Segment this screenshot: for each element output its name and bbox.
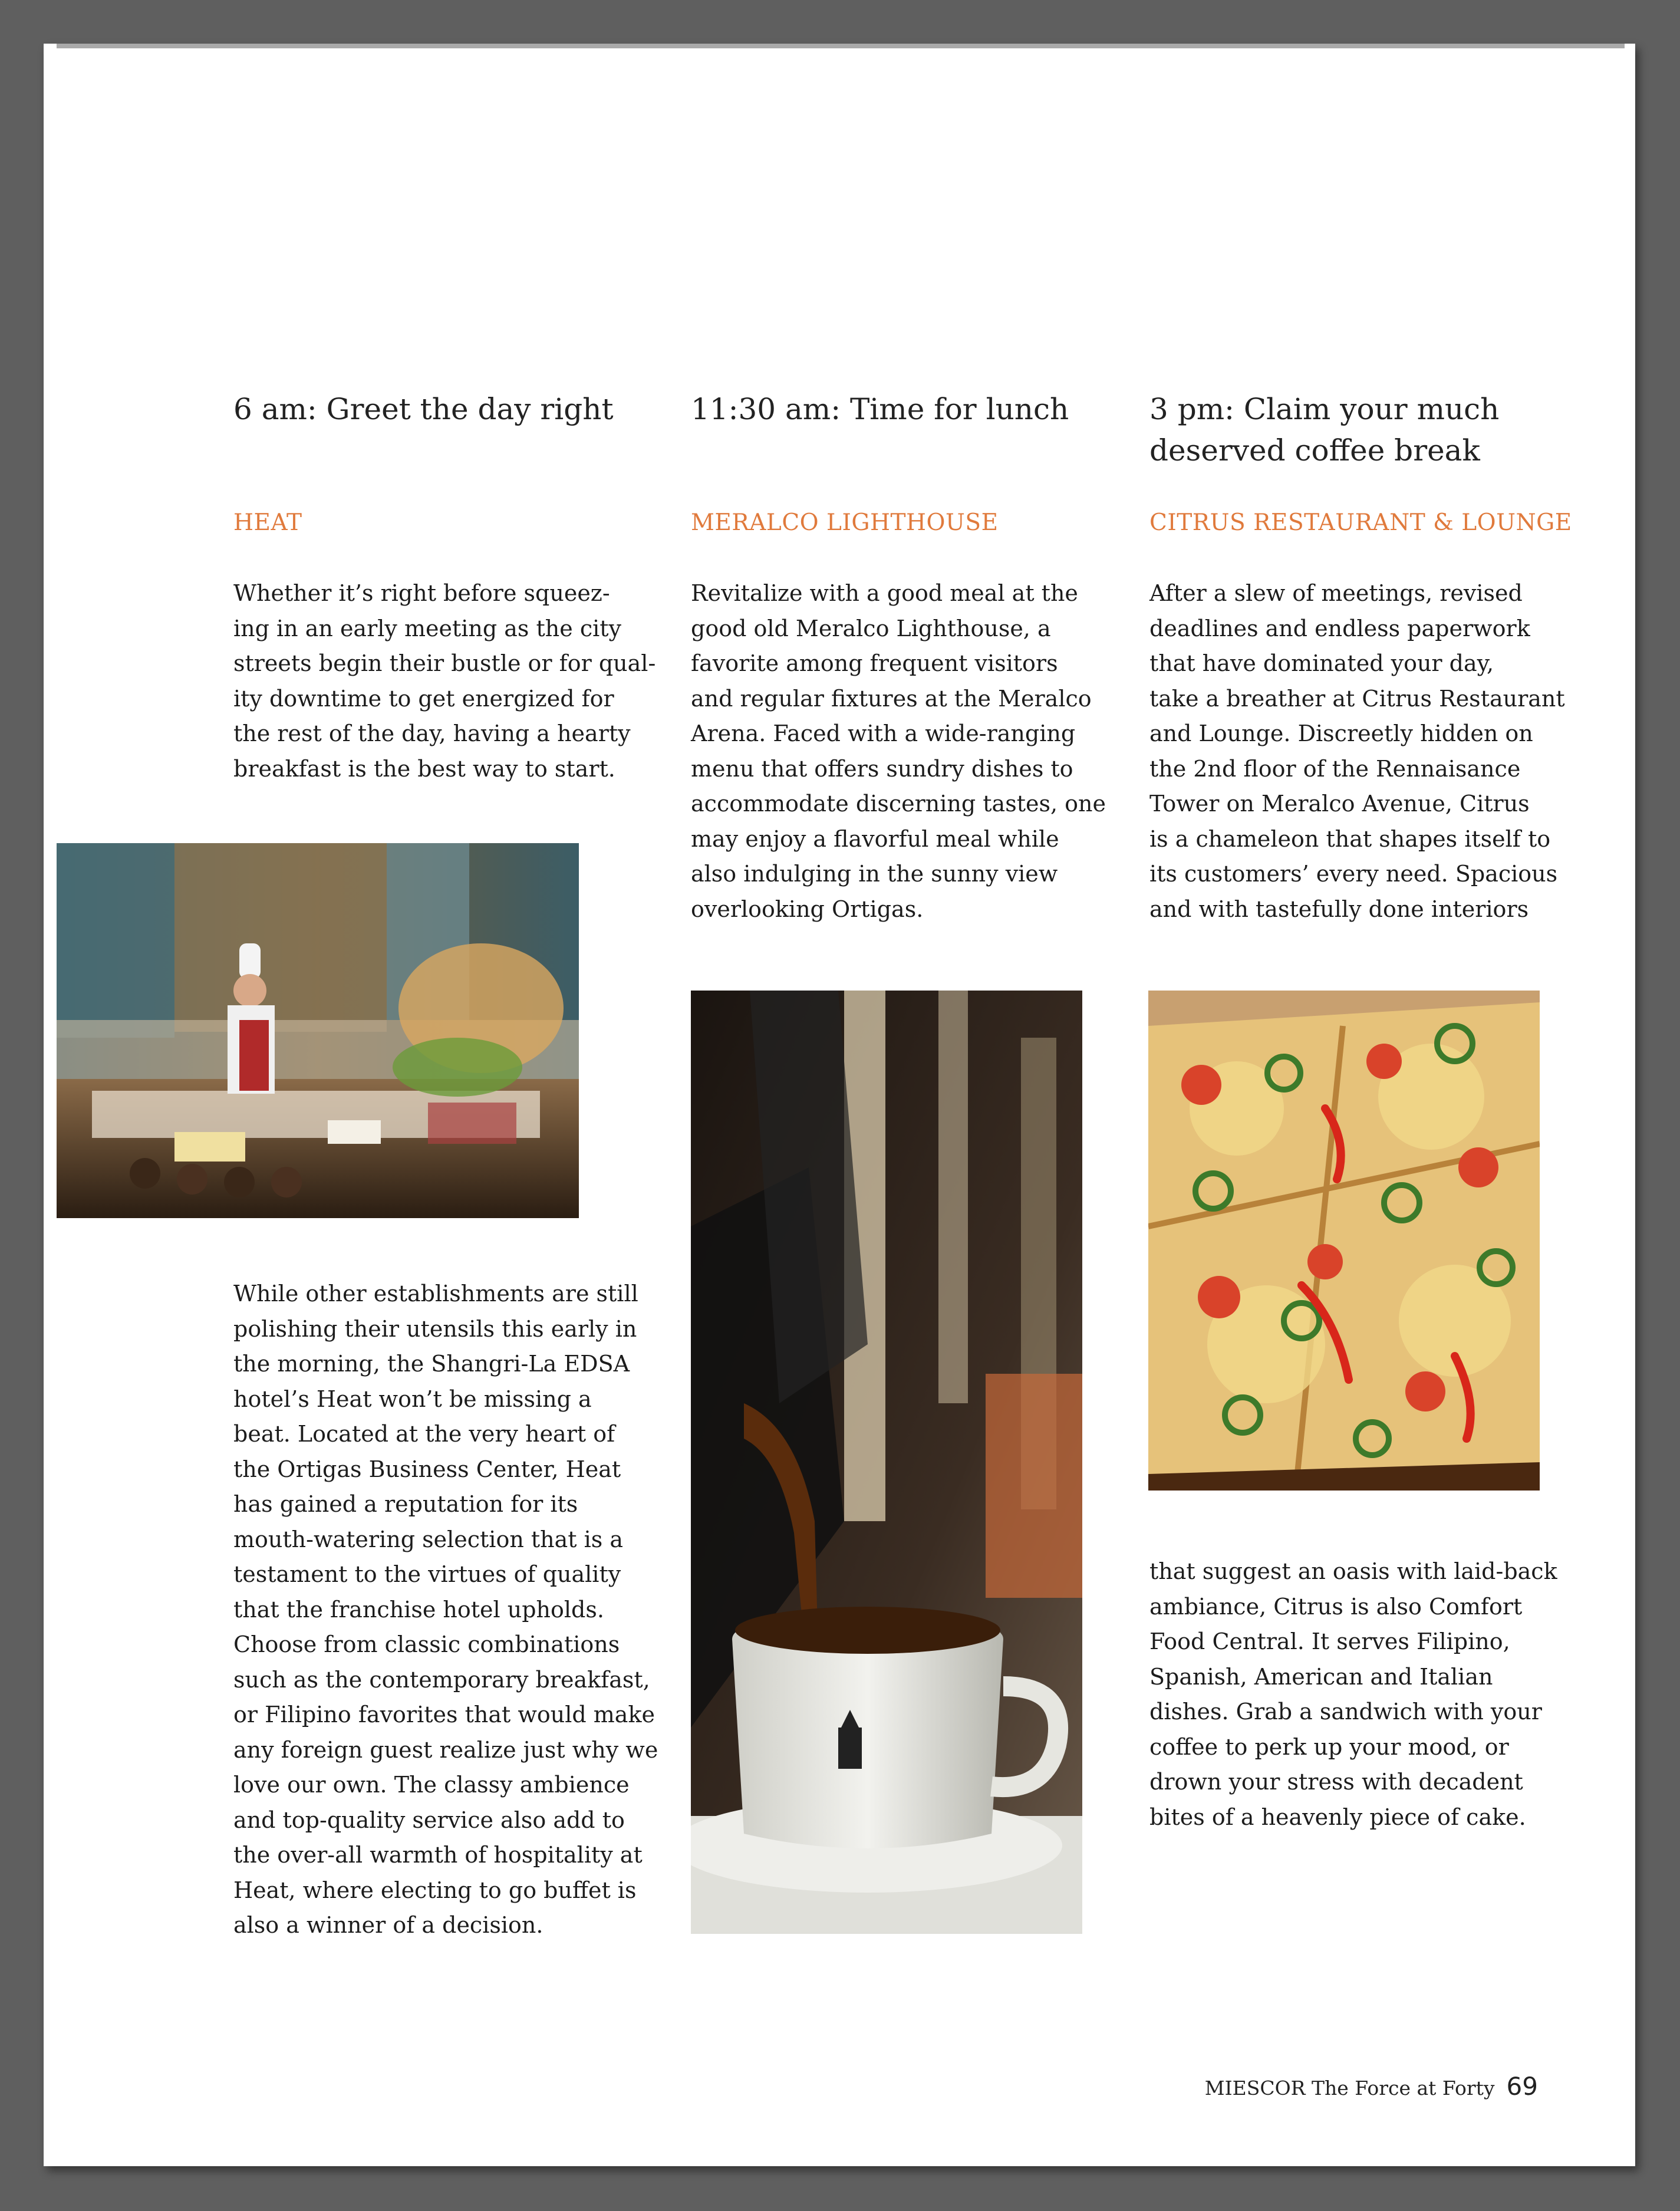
col3-continued	[1149, 1554, 1557, 1835]
text-line: is a chameleon that shapes itself to	[1149, 825, 1551, 852]
publication-title: MIESCOR The Force at Forty	[1204, 2077, 1495, 2100]
coffee-pour-photo	[691, 991, 1082, 1934]
text-line: may enjoy a flavorful meal while	[691, 825, 1059, 852]
text-line: ity downtime to get energized for	[233, 685, 614, 712]
text-line: the over-all warmth of hospitality at	[233, 1842, 643, 1868]
text-line: breakfast is the best way to start.	[233, 755, 615, 782]
text-line: accommodate discerning tastes, one	[691, 791, 1106, 817]
text-line: and top-quality service also add to	[233, 1807, 625, 1833]
pizza-photo	[1148, 991, 1540, 1491]
text-line: Whether it’s right before squeez-	[233, 580, 610, 606]
text-line: polishing their utensils this early in	[233, 1315, 637, 1342]
text-line: bites of a heavenly piece of cake.	[1149, 1804, 1526, 1830]
col1-venue: HEAT	[233, 509, 302, 536]
col1-heading	[233, 389, 614, 430]
text-line: ing in an early meeting as the city	[233, 615, 621, 641]
text-line: that the franchise hotel upholds.	[233, 1596, 604, 1623]
page-footer	[1205, 2072, 1538, 2101]
text-line: overlooking Ortigas.	[691, 896, 924, 922]
text-line: the 2nd floor of the Rennaisance	[1149, 755, 1521, 782]
text-line: also indulging in the sunny view	[691, 861, 1058, 887]
page-number: 69	[1506, 2072, 1538, 2101]
text-line: While other establishments are still	[233, 1281, 638, 1307]
text-line: and with tastefully done interiors	[1149, 896, 1529, 922]
text-line: streets begin their bustle or for qual-	[233, 650, 656, 676]
text-line: good old Meralco Lighthouse, a	[691, 615, 1051, 641]
col3-heading-line: deserved coffee break	[1149, 433, 1480, 468]
text-line: the morning, the Shangri-La EDSA	[233, 1351, 630, 1377]
text-line: testament to the virtues of quality	[233, 1561, 621, 1587]
text-line: Spanish, American and Italian	[1149, 1663, 1493, 1690]
col1-heading-line: 6 am: Greet the day right	[233, 392, 614, 426]
text-line: beat. Located at the very heart of	[233, 1421, 615, 1447]
text-line: that have dominated your day,	[1149, 650, 1494, 676]
text-line: Food Central. It serves Filipino,	[1149, 1628, 1510, 1654]
text-line: and Lounge. Discreetly hidden on	[1149, 720, 1533, 746]
col1-continued	[233, 1276, 658, 1943]
text-line: the rest of the day, having a hearty	[233, 720, 631, 746]
col3-heading-line: 3 pm: Claim your much	[1149, 392, 1500, 426]
col2-venue: MERALCO LIGHTHOUSE	[691, 509, 999, 536]
text-line: menu that offers sundry dishes to	[691, 755, 1073, 782]
magazine-page	[44, 44, 1635, 2166]
text-line: Arena. Faced with a wide-ranging	[691, 720, 1076, 746]
col3-venue: CITRUS RESTAURANT & LOUNGE	[1149, 509, 1572, 536]
text-line: coffee to perk up your mood, or	[1149, 1733, 1509, 1760]
text-line: Tower on Meralco Avenue, Citrus	[1149, 791, 1530, 817]
text-line: has gained a reputation for its	[233, 1491, 578, 1517]
text-line: Revitalize with a good meal at the	[691, 580, 1078, 606]
col1-intro	[233, 576, 655, 787]
buffet-chef-photo	[57, 843, 579, 1218]
text-line: After a slew of meetings, revised	[1149, 580, 1523, 606]
text-line: Choose from classic combinations	[233, 1631, 620, 1657]
top-rule	[57, 44, 1625, 48]
text-line: or Filipino favorites that would make	[233, 1702, 655, 1728]
text-line: also a winner of a decision.	[233, 1912, 543, 1938]
text-line: take a breather at Citrus Restaurant	[1149, 685, 1565, 712]
col2-heading	[691, 389, 1069, 430]
col3-heading	[1149, 389, 1499, 471]
text-line: Heat, where electing to go buffet is	[233, 1877, 637, 1903]
text-line: and regular fixtures at the Meralco	[691, 685, 1092, 712]
col3-intro	[1149, 576, 1565, 927]
text-line: deadlines and endless paperwork	[1149, 615, 1530, 641]
text-line: love our own. The classy ambience	[233, 1772, 630, 1798]
text-line: the Ortigas Business Center, Heat	[233, 1456, 621, 1482]
text-line: drown your stress with decadent	[1149, 1769, 1523, 1795]
text-line: favorite among frequent visitors	[691, 650, 1058, 676]
text-line: dishes. Grab a sandwich with your	[1149, 1699, 1542, 1725]
col2-heading-line: 11:30 am: Time for lunch	[691, 392, 1069, 426]
text-line: ambiance, Citrus is also Comfort	[1149, 1593, 1523, 1620]
col2-intro	[691, 576, 1106, 927]
text-line: mouth-watering selection that is a	[233, 1526, 624, 1552]
text-line: its customers’ every need. Spacious	[1149, 861, 1558, 887]
text-line: any foreign guest realize just why we	[233, 1736, 658, 1763]
text-line: such as the contemporary breakfast,	[233, 1666, 650, 1693]
text-line: hotel’s Heat won’t be missing a	[233, 1386, 592, 1412]
text-line: that suggest an oasis with laid-back	[1149, 1558, 1557, 1584]
